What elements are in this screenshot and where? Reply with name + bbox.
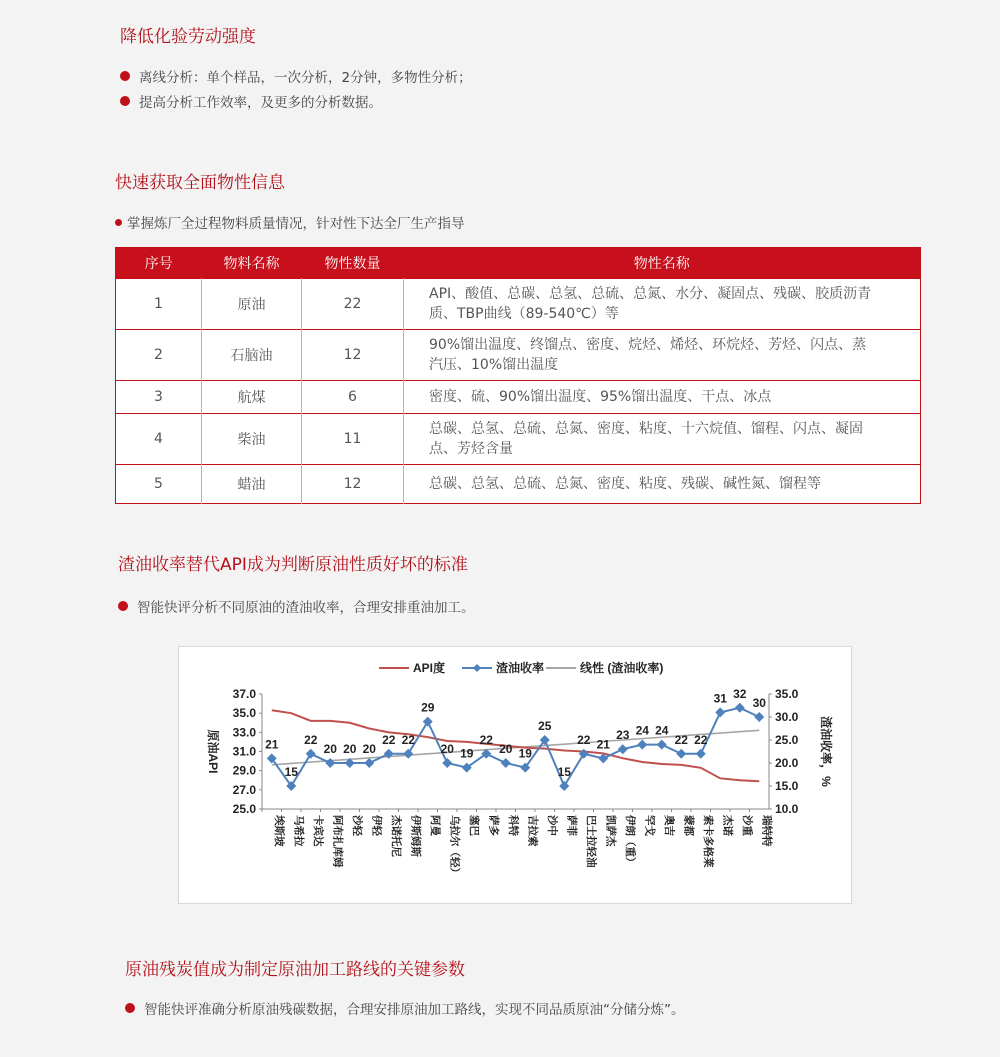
bullet-item <box>120 66 472 86</box>
cell-material: 石脑油 <box>202 330 302 381</box>
residue-point <box>637 740 647 750</box>
right-tick-label: 10.0 <box>775 802 799 816</box>
bullet-dot-icon <box>118 601 128 611</box>
table-row <box>116 381 921 414</box>
legend-label: 线性 (渣油收率) <box>580 661 664 675</box>
cell-material: 柴油 <box>202 414 302 465</box>
x-category-label: 乌拉尔（轻） <box>448 815 461 878</box>
residue-point <box>325 758 335 768</box>
x-category-label: 奥吉 <box>662 815 675 836</box>
cell-count: 22 <box>302 279 404 330</box>
residue-data-label: 20 <box>440 742 454 756</box>
cell-props: API、酸值、总碳、总氢、总硫、总氮、水分、凝固点、残碳、胶质沥青质、TBP曲线（89-540℃）等 <box>404 279 921 330</box>
x-category-label: 罕戈 <box>643 815 656 836</box>
left-tick-label: 25.0 <box>232 802 256 816</box>
x-category-label: 阿曼 <box>428 815 441 836</box>
residue-point <box>696 749 706 759</box>
table-row <box>116 330 921 381</box>
residue-data-label: 19 <box>460 746 474 761</box>
right-tick-label: 30.0 <box>775 710 799 724</box>
residue-data-label: 20 <box>362 742 376 756</box>
cell-props: 90%馏出温度、终馏点、密度、烷烃、烯烃、环烷烃、芳烃、闪点、蒸汽压、10%馏出温度 <box>404 330 921 381</box>
x-category-label: 萨多 <box>487 815 500 836</box>
cell-no: 4 <box>116 414 202 465</box>
residue-point <box>618 744 628 754</box>
right-axis-title: 渣油收率，% <box>819 716 833 787</box>
residue-data-label: 15 <box>557 765 571 779</box>
bullet-text: 离线分析：单个样品，一次分析，2分钟，多物性分析； <box>139 70 472 86</box>
x-category-label: 杰诺托尼 <box>389 815 402 857</box>
bullet-text: 智能快评准确分析原油残碳数据，合理安排原油加工路线，实现不同品质原油“分储分炼”。 <box>144 1002 685 1018</box>
cell-material: 航煤 <box>202 381 302 414</box>
residue-data-label: 22 <box>401 732 415 747</box>
bullet-dot-icon <box>115 219 122 226</box>
residue-point <box>754 712 764 722</box>
cell-no: 5 <box>116 465 202 504</box>
table-row <box>116 414 921 465</box>
residue-data-label: 20 <box>343 742 357 756</box>
cell-material: 原油 <box>202 279 302 330</box>
right-tick-label: 15.0 <box>775 779 799 793</box>
section-title-properties: 快速获取全面物性信息 <box>115 173 285 193</box>
cell-count: 12 <box>302 465 404 504</box>
cell-material: 蜡油 <box>202 465 302 504</box>
residue-data-label: 29 <box>421 700 435 715</box>
section-title-labor: 降低化验劳动强度 <box>120 27 256 47</box>
bullet-text: 掌握炼厂全过程物料质量情况，针对性下达全厂生产指导 <box>127 216 465 232</box>
cell-props: 密度、硫、90%馏出温度、95%馏出温度、干点、冰点 <box>404 381 921 414</box>
table-header-row <box>116 248 921 279</box>
residue-point <box>735 703 745 713</box>
left-tick-label: 37.0 <box>232 687 256 701</box>
residue-data-label: 22 <box>694 732 708 747</box>
residue-data-label: 20 <box>499 742 513 756</box>
x-category-label: 巴士拉轻油 <box>584 815 597 868</box>
residue-data-label: 23 <box>616 728 630 743</box>
x-category-label: 蒙都 <box>682 815 695 836</box>
left-tick-label: 31.0 <box>232 744 256 759</box>
residue-point <box>306 749 316 759</box>
right-tick-label: 35.0 <box>775 687 799 701</box>
residue-point <box>423 717 433 727</box>
x-category-label: 塞巴 <box>467 815 480 836</box>
bullet-item <box>118 596 475 616</box>
bullet-text: 提高分析工作效率，及更多的分析数据。 <box>139 95 382 111</box>
residue-point <box>579 749 589 759</box>
x-category-label: 索卡多格莱 <box>701 815 714 868</box>
legend-label: API度 <box>413 661 446 675</box>
bullet-item <box>115 212 465 232</box>
residue-data-label: 25 <box>538 719 552 733</box>
bullet-item <box>125 998 685 1018</box>
header-props: 物性名称 <box>404 248 921 279</box>
table-row <box>116 465 921 504</box>
residue-data-label: 31 <box>713 691 727 706</box>
x-category-label: 科特 <box>506 815 519 836</box>
residue-data-label: 22 <box>674 732 688 747</box>
residue-data-label: 22 <box>479 732 493 747</box>
properties-table <box>115 247 921 504</box>
cell-count: 12 <box>302 330 404 381</box>
residue-point <box>559 781 569 791</box>
bullet-item <box>120 91 382 111</box>
header-count: 物性数量 <box>302 248 404 279</box>
residue-data-label: 21 <box>265 737 279 752</box>
residue-data-label: 24 <box>655 723 669 738</box>
residue-data-label: 15 <box>284 765 298 779</box>
residue-data-label: 21 <box>596 737 610 752</box>
left-tick-label: 29.0 <box>232 763 256 778</box>
x-category-label: 萨菲 <box>565 815 578 836</box>
x-category-label: 沙轻 <box>350 815 363 836</box>
x-category-label: 卡宾达 <box>311 815 324 847</box>
x-category-label: 杰诺 <box>721 815 734 836</box>
cell-no: 1 <box>116 279 202 330</box>
header-no: 序号 <box>116 248 202 279</box>
cell-props: 总碳、总氢、总硫、总氮、密度、粘度、残碳、碱性氮、馏程等 <box>404 465 921 504</box>
residue-data-label: 19 <box>518 746 532 761</box>
residue-point <box>676 749 686 759</box>
residue-data-label: 22 <box>577 732 591 747</box>
x-category-label: 埃斯坡 <box>272 815 285 847</box>
residue-data-label: 22 <box>382 732 396 747</box>
left-axis-title: 原油API <box>206 729 220 774</box>
legend-marker <box>473 664 481 672</box>
x-category-label: 吉拉索 <box>526 815 539 847</box>
left-tick-label: 27.0 <box>232 782 256 797</box>
residue-data-label: 32 <box>733 686 747 701</box>
residue-data-label: 24 <box>635 723 649 738</box>
bullet-dot-icon <box>120 71 130 81</box>
cell-no: 3 <box>116 381 202 414</box>
cell-props: 总碳、总氢、总硫、总氮、密度、粘度、十六烷值、馏程、闪点、凝固点、芳烃含量 <box>404 414 921 465</box>
cell-count: 11 <box>302 414 404 465</box>
table-row <box>116 279 921 330</box>
residue-point <box>657 740 667 750</box>
x-category-label: 瑞特特 <box>760 815 773 847</box>
x-category-label: 沙中 <box>545 815 558 836</box>
residue-point <box>501 758 511 768</box>
x-category-label: 沙重 <box>740 815 753 836</box>
legend-label: 渣油收率 <box>496 661 545 675</box>
residue-point <box>442 758 452 768</box>
x-category-label: 伊朗（重） <box>623 815 636 868</box>
bullet-dot-icon <box>125 1003 135 1013</box>
right-tick-label: 20.0 <box>775 756 799 770</box>
left-tick-label: 35.0 <box>232 706 256 721</box>
chart-svg <box>179 647 851 903</box>
section-title-carbon: 原油残炭值成为制定原油加工路线的关键参数 <box>125 960 465 980</box>
left-tick-label: 33.0 <box>232 725 256 740</box>
header-material: 物料名称 <box>202 248 302 279</box>
section-title-residue: 渣油收率替代API成为判断原油性质好坏的标准 <box>118 555 468 575</box>
residue-data-label: 22 <box>304 732 318 747</box>
x-category-label: 伊轻 <box>370 815 383 836</box>
x-category-label: 马希拉 <box>292 815 305 847</box>
cell-no: 2 <box>116 330 202 381</box>
bullet-text: 智能快评分析不同原油的渣油收率，合理安排重油加工。 <box>137 600 475 616</box>
residue-point <box>403 749 413 759</box>
residue-point <box>715 707 725 717</box>
residue-data-label: 20 <box>323 742 337 756</box>
bullet-dot-icon <box>120 96 130 106</box>
x-category-label: 伊斯姆斯 <box>409 815 422 857</box>
residue-data-label: 30 <box>752 696 766 710</box>
cell-count: 6 <box>302 381 404 414</box>
right-tick-label: 25.0 <box>775 733 799 747</box>
x-category-label: 凯萨杰 <box>604 815 617 847</box>
residue-api-chart <box>178 646 852 904</box>
residue-point <box>364 758 374 768</box>
x-category-label: 阿布扎库姆 <box>331 815 344 868</box>
